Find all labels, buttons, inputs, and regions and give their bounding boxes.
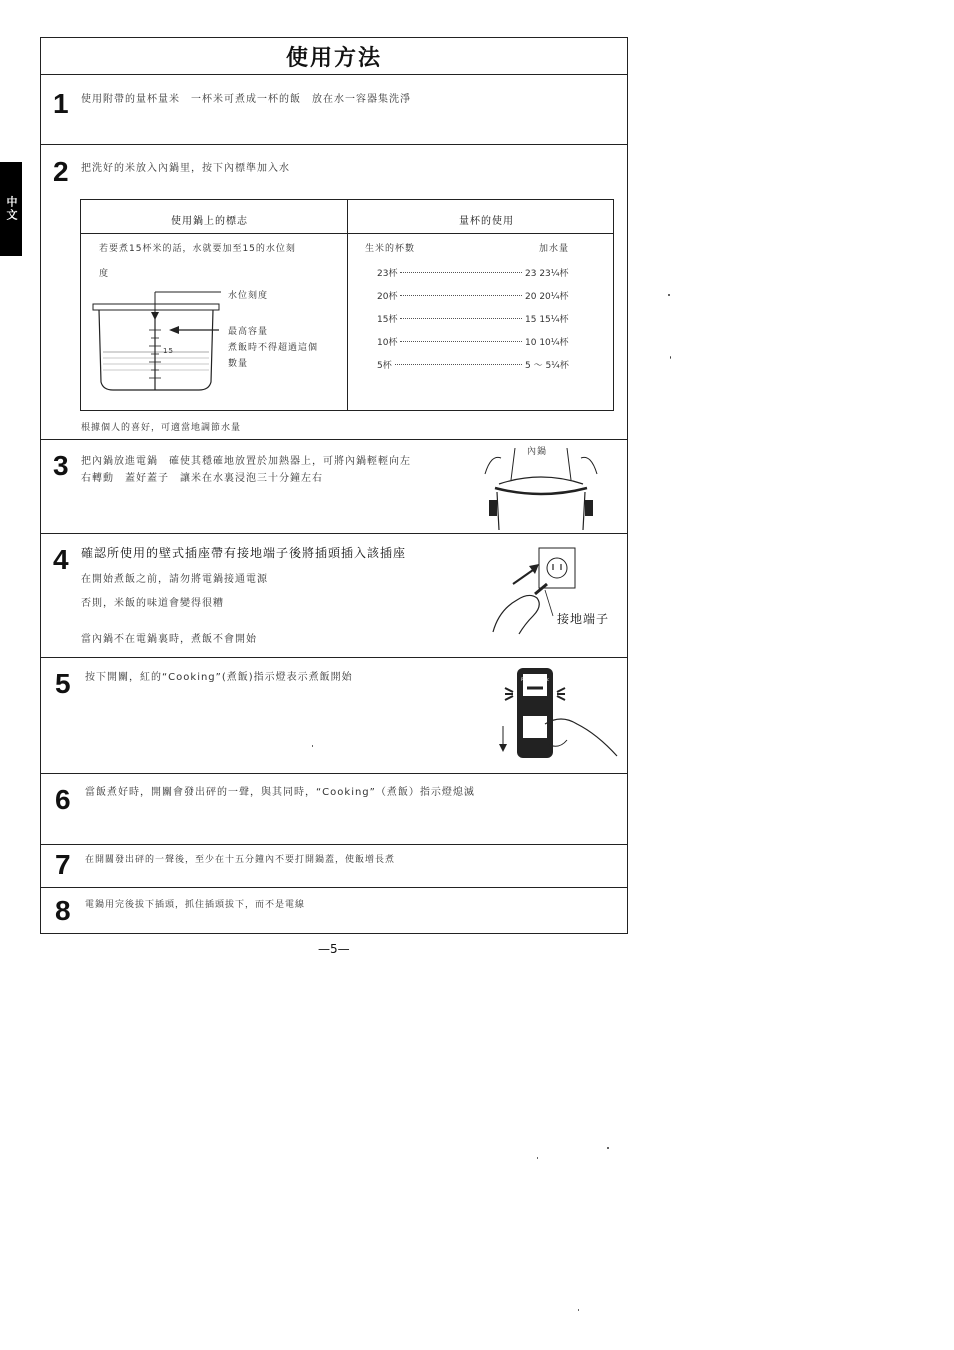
leader-dots [400, 272, 522, 273]
cup-row [377, 289, 603, 302]
page-number: —5— [318, 942, 350, 956]
language-tab [0, 162, 22, 256]
inner-pot-label: 內鍋 [527, 447, 548, 457]
inner-pot-illustration [477, 444, 607, 534]
table-divider [347, 200, 348, 410]
table-footnote: 根據個人的喜好，可適當地調節水量 [81, 423, 242, 433]
water-amount: 15 15¼杯 [525, 315, 569, 325]
switch-illustration [497, 664, 621, 764]
divider [41, 657, 627, 658]
step-7-text: 在開關發出砰的一聲後，至少在十五分鐘內不要打開鍋蓋，使飯增長煮 [85, 855, 396, 865]
rice-cups: 10杯 [377, 338, 398, 348]
step-4-note: 在開始煮飯之前，請勿將電鍋接通電源 [81, 574, 268, 585]
scan-speck [670, 356, 671, 359]
step-1-text: 使用附帶的量杯量米 一杯米可煮成一杯的飯 放在水一容器集洗淨 [81, 94, 411, 105]
step-4-number: 4 [53, 544, 69, 575]
leader-dots [400, 295, 522, 296]
column-rice-cups: 生米的杯數 [365, 244, 416, 254]
leader-dots [400, 341, 522, 342]
step-4-note: 當內鍋不在電鍋裏時，煮飯不會開始 [81, 634, 257, 645]
switch-brand: Panasonic [521, 677, 551, 682]
water-amount: 23 23¼杯 [525, 269, 569, 279]
divider [41, 439, 627, 440]
cup-row [377, 266, 603, 279]
water-level-label: 水位刻度 [228, 291, 269, 301]
scan-speck [607, 1147, 609, 1149]
step-5-number: 5 [55, 668, 71, 699]
pot-diagram [91, 290, 231, 400]
rice-cups: 5杯 [377, 361, 392, 371]
water-amount: 20 20¼杯 [525, 292, 569, 302]
capacity-note: 數量 [228, 359, 249, 369]
step-6-number: 6 [55, 784, 71, 815]
scan-speck [578, 1309, 579, 1311]
capacity-note: 煮飯時不得超過這個 [228, 343, 319, 353]
language-tab-label: 中文 [5, 196, 18, 222]
step-5-text: 按下開關，紅的“Cooking”(煮飯)指示燈表示煮飯開始 [85, 672, 353, 683]
leader-dots [395, 364, 522, 365]
instructions-frame [40, 37, 628, 934]
divider [41, 773, 627, 774]
scan-speck [668, 294, 670, 296]
step-8-number: 8 [55, 895, 71, 926]
table-header-left: 使用鍋上的標志 [171, 216, 248, 227]
table-divider [81, 233, 613, 234]
rice-cups: 23杯 [377, 269, 398, 279]
cup-row [377, 358, 603, 371]
divider [41, 533, 627, 534]
divider [41, 844, 627, 845]
water-level-table [80, 199, 614, 411]
step-4-text: 確認所使用的壁式插座帶有接地端子後將插頭插入該插座 [81, 546, 407, 560]
step-4-note: 否則，米飯的味道會變得很糟 [81, 598, 224, 609]
leader-dots [400, 318, 522, 319]
step-3-number: 3 [53, 450, 69, 481]
scan-speck [312, 745, 313, 747]
cup-row [377, 312, 603, 325]
step-6-text: 當飯煮好時，開關會發出砰的一聲，與其同時，“Cooking”（煮飯）指示燈熄滅 [85, 787, 475, 798]
water-amount: 5 ～ 5¼杯 [525, 361, 569, 371]
step-3-text: 右轉動 蓋好蓋子 讓米在水裏浸泡三十分鐘左右 [81, 473, 323, 484]
water-amount: 10 10¼杯 [525, 338, 569, 348]
step-2-number: 2 [53, 156, 69, 187]
table-header-right: 量杯的使用 [459, 216, 514, 227]
step-3-text: 把內鍋放進電鍋 確使其穩確地放置於加熱器上，可將內鍋輕輕向左 [81, 456, 411, 467]
scan-speck [537, 1157, 538, 1159]
title-bar [41, 38, 627, 75]
pot-mark-label: 15 [163, 347, 174, 355]
divider [41, 144, 627, 145]
page-title: 使用方法 [285, 45, 382, 71]
max-capacity-label: 最高容量 [228, 327, 269, 337]
step-8-text: 電鍋用完後拔下插頭，抓住插頭拔下，而不是電線 [85, 900, 306, 910]
ground-terminal-label: 接地端子 [557, 612, 610, 626]
table-left-text: 若要煮15杯米的話，水就要加至15的水位刻 [99, 244, 296, 254]
column-water-amount: 加水量 [539, 244, 570, 254]
table-left-text: 度 [99, 269, 110, 279]
rice-cups: 20杯 [377, 292, 398, 302]
divider [41, 887, 627, 888]
step-1-number: 1 [53, 88, 69, 119]
rice-cups: 15杯 [377, 315, 398, 325]
step-7-number: 7 [55, 849, 71, 880]
step-2-text: 把洗好的米放入內鍋里，按下內標準加入水 [81, 163, 290, 174]
cup-row [377, 335, 603, 348]
